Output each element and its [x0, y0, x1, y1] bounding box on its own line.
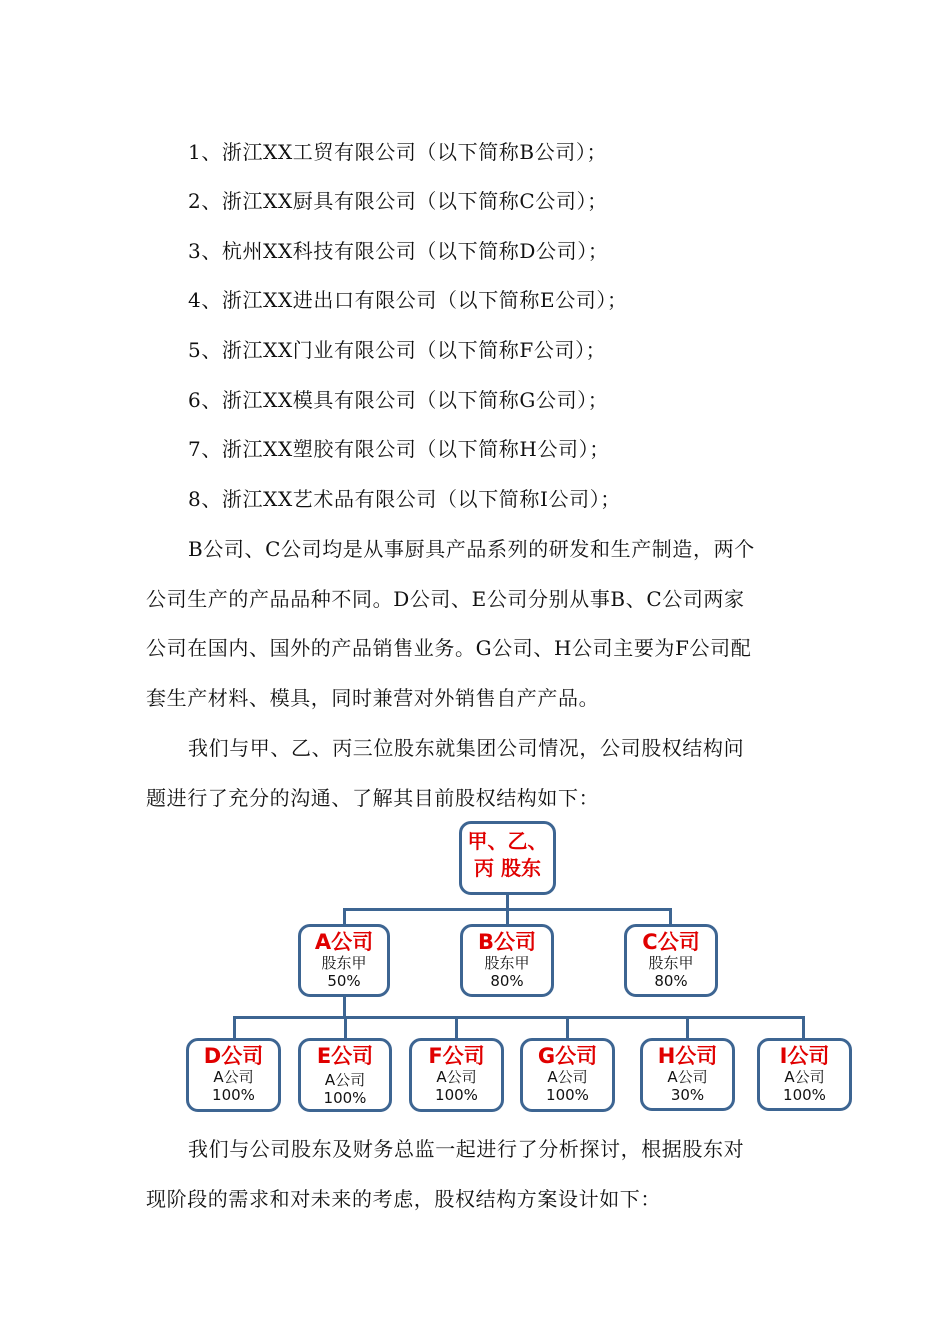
company-holder: A公司: [436, 1068, 477, 1086]
connector-a-down: [343, 996, 346, 1018]
company-holder: A公司: [213, 1068, 254, 1086]
list-item-8: 8、浙江XX艺术品有限公司（以下简称I公司）；: [188, 487, 621, 511]
company-share: 100%: [435, 1086, 478, 1104]
connector-level1-bus: [343, 908, 672, 911]
paragraph1-line-3: 公司在国内、国外的产品销售业务。G公司、H公司主要为F公司配: [146, 636, 752, 660]
list-item-6: 6、浙江XX模具有限公司（以下简称G公司）；: [188, 388, 609, 412]
company-d-box: [186, 1038, 281, 1112]
list-item-4: 4、浙江XX进出口有限公司（以下简称E公司）；: [188, 288, 628, 312]
shareholders-line-1: 甲、乙、: [467, 829, 548, 853]
company-share: 100%: [323, 1089, 367, 1107]
list-item-7: 7、浙江XX塑胶有限公司（以下简称H公司）；: [188, 437, 610, 461]
company-i-box: [757, 1038, 852, 1111]
company-holder: 股东甲: [321, 954, 367, 972]
company-e-box: [298, 1038, 392, 1112]
company-name: C公司: [642, 930, 700, 954]
company-c-box: [624, 924, 718, 997]
connector-to-f: [455, 1016, 458, 1040]
company-holder: A公司: [324, 1071, 366, 1089]
company-name: F公司: [428, 1044, 485, 1068]
company-name: I公司: [779, 1044, 830, 1068]
shareholders-line-2: 丙 股东: [474, 856, 541, 880]
company-share: 80%: [490, 972, 524, 990]
company-holder: A公司: [784, 1068, 825, 1086]
company-name: H公司: [657, 1044, 718, 1068]
connector-to-a: [343, 908, 346, 926]
paragraph3-line-1: 我们与公司股东及财务总监一起进行了分析探讨，根据股东对: [188, 1137, 745, 1161]
company-name: A公司: [314, 930, 374, 954]
company-share: 100%: [546, 1086, 589, 1104]
company-a-box: [298, 924, 390, 997]
connector-to-b: [506, 908, 509, 926]
company-share: 100%: [212, 1086, 255, 1104]
company-name: G公司: [537, 1044, 598, 1068]
company-g-box: [520, 1038, 615, 1112]
paragraph2-line-1: 我们与甲、乙、丙三位股东就集团公司情况，公司股权结构问: [188, 736, 745, 760]
shareholders-box: [459, 821, 556, 895]
connector-to-h: [686, 1016, 689, 1040]
paragraph2-line-2: 题进行了充分的沟通、了解其目前股权结构如下：: [146, 786, 600, 810]
company-share: 80%: [654, 972, 688, 990]
paragraph1-line-4: 套生产材料、模具，同时兼营对外销售自产产品。: [146, 686, 600, 710]
company-share: 30%: [670, 1086, 705, 1104]
company-holder: A公司: [667, 1068, 708, 1086]
company-share: 100%: [783, 1086, 826, 1104]
company-name: B公司: [477, 930, 536, 954]
company-b-box: [460, 924, 554, 997]
company-name: E公司: [316, 1044, 374, 1068]
company-share: 50%: [327, 972, 361, 990]
company-h-box: [640, 1038, 735, 1111]
company-f-box: [409, 1038, 504, 1112]
connector-root-down: [506, 892, 509, 910]
list-item-2: 2、浙江XX厨具有限公司（以下简称C公司）；: [188, 189, 608, 213]
company-holder: A公司: [547, 1068, 588, 1086]
company-name: D公司: [203, 1044, 264, 1068]
list-item-5: 5、浙江XX门业有限公司（以下简称F公司）；: [188, 338, 607, 362]
connector-to-g: [566, 1016, 569, 1040]
connector-to-c: [669, 908, 672, 926]
paragraph1-line-2: 公司生产的产品品种不同。D公司、E公司分别从事B、C公司两家: [146, 587, 745, 611]
paragraph3-line-2: 现阶段的需求和对未来的考虑，股权结构方案设计如下：: [146, 1187, 661, 1211]
paragraph1-line-1: B公司、C公司均是从事厨具产品系列的研发和生产制造，两个: [188, 537, 755, 561]
connector-to-i: [802, 1016, 805, 1040]
list-item-1: 1、浙江XX工贸有限公司（以下简称B公司）；: [188, 140, 608, 164]
connector-to-e: [344, 1016, 347, 1040]
company-holder: 股东甲: [648, 954, 694, 972]
connector-level2-bus: [233, 1016, 805, 1019]
connector-to-d: [233, 1016, 236, 1040]
list-item-3: 3、杭州XX科技有限公司（以下简称D公司）；: [188, 239, 609, 263]
company-holder: 股东甲: [484, 954, 530, 972]
